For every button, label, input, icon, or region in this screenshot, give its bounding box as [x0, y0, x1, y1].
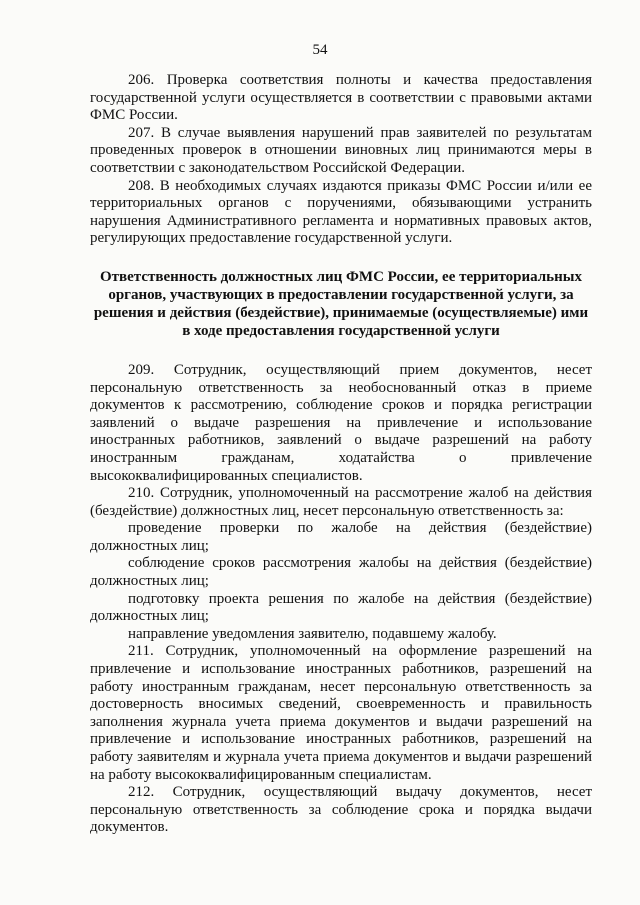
paragraph-211: 211. Сотрудник, уполномоченный на оформление разрешений на привлечение и использование иностранных работников, разрешений на работу иностранным гражданам, несет персональную ответственность за достоверность вносимых сведений, своевременность и правильность заполнения журнала учета приема документов и выдачи разрешений на привлечение и использование иностранных работников, разрешений на работу заявителям и журнала учета приема документов и выдачи разрешений на работу высококвалифицированным специалистам. — [90, 643, 592, 783]
paragraph-206: 206. Проверка соответствия полноты и качества предоставления государственной услуги осуществляется в соответствии с правовыми актами ФМС России. — [90, 72, 592, 124]
list-item: подготовку проекта решения по жалобе на действия (бездействие) должностных лиц; — [90, 590, 592, 625]
paragraph-210: 210. Сотрудник, уполномоченный на рассмотрение жалоб на действия (бездействие) должностных лиц, несет персональную ответственность за: — [90, 485, 592, 519]
paragraph-208: 208. В необходимых случаях издаются приказы ФМС России и/или ее территориальных органов с поручениями, обязывающими устранить нарушения Административного регламента и нормативных правовых актов, регулирующих предоставление государственной услуги. — [90, 177, 592, 247]
list-item: проведение проверки по жалобе на действия (бездействие) должностных лиц; — [90, 520, 592, 554]
paragraph-209: 209. Сотрудник, осуществляющий прием документов, несет персональную ответственность за необоснованный отказ в приеме документов к рассмотрению, соблюдение сроков и порядка регистрации заявлений о выдаче разрешения на привлечение и использование иностранных работников, заявлений о выдаче разрешений на работу иностранным гражданам, ходатайства о привлечение высококвалифицированных специалистов. — [90, 361, 592, 484]
paragraph-207: 207. В случае выявления нарушений прав заявителей по результатам проведенных проверок в отношении виновных лиц принимаются меры в соответствии с законодательством Российской Федерации. — [90, 124, 592, 176]
document-body — [90, 72, 592, 837]
page-number: 54 — [312, 42, 328, 58]
paragraph-212: 212. Сотрудник, осуществляющий выдачу документов, несет персональную ответственность за соблюдение срока и порядка выдачи документов. — [90, 784, 592, 836]
list-item: соблюдение сроков рассмотрения жалобы на действия (бездействие) должностных лиц; — [90, 555, 592, 590]
section-heading: Ответственность должностных лиц ФМС России, ее территориальных органов, участвующих в предоставлении государственной услуги, за решения и действия (бездействие), принимаемые (осуществляемые) ими в ходе предоставления государственной услуги — [93, 268, 589, 339]
list-item: направление уведомления заявителю, подавшему жалобу. — [128, 625, 497, 642]
